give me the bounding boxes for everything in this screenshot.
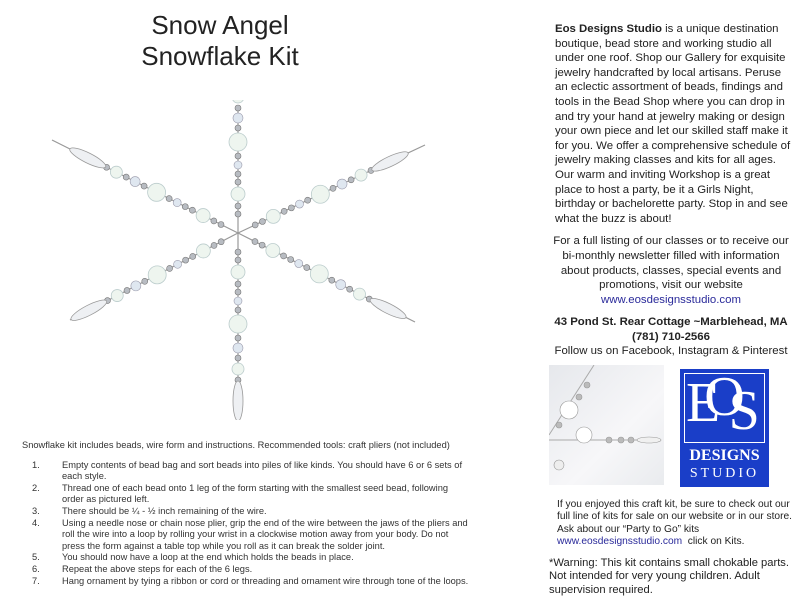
silver-bead <box>189 207 195 213</box>
silver-bead <box>305 197 311 203</box>
silver-bead <box>141 183 147 189</box>
bead <box>576 394 582 400</box>
about-paragraph <box>555 22 793 226</box>
spike-bead <box>368 295 408 322</box>
white-bead <box>266 244 280 258</box>
silver-bead <box>252 222 258 228</box>
white-bead <box>311 185 329 203</box>
silver-bead <box>235 257 241 263</box>
kits-link[interactable]: www.eosdesignsstudio.com <box>557 536 683 548</box>
white-bead <box>232 363 244 375</box>
spike-bead <box>68 144 108 171</box>
step-item <box>32 564 472 576</box>
website-link[interactable]: www.eosdesignsstudio.com <box>601 293 741 306</box>
step-item <box>32 506 472 518</box>
step-number: 3. <box>32 505 40 516</box>
enjoy-paragraph <box>557 499 795 549</box>
silver-bead <box>252 239 258 245</box>
silver-bead <box>183 257 189 263</box>
kit-caption: Snowflake kit includes beads, wire form and instructions. Recommended tools: craft pliers (not included) <box>22 440 450 450</box>
brand-name: Eos Designs Studio <box>555 23 662 35</box>
silver-bead <box>142 278 148 284</box>
enjoy-suffix: click on Kits. <box>682 536 745 548</box>
crystal-bead <box>233 113 243 123</box>
silver-bead <box>167 265 173 271</box>
silver-bead <box>235 211 241 217</box>
enjoy-text: If you enjoyed this craft kit, be sure to check out our full line of kits for sale on our website or in our store. Ask about our “Party to Go” kits <box>557 499 792 535</box>
white-bead <box>110 166 122 178</box>
white-bead <box>266 209 280 223</box>
silver-bead <box>259 242 265 248</box>
step-item <box>32 518 472 553</box>
silver-bead <box>288 205 294 211</box>
listing-text: For a full listing of our classes or to receive our bi-monthly newsletter filled with information about products, classes, special events and promotions, visit our website <box>553 235 789 292</box>
silver-bead <box>235 105 241 111</box>
step-item <box>32 483 472 506</box>
silver-bead <box>235 249 241 255</box>
step-number: 4. <box>32 517 40 528</box>
silver-bead <box>235 307 241 313</box>
step-text: Repeat the above steps for each of the 6 legs. <box>62 563 253 574</box>
silver-bead <box>235 281 241 287</box>
white-bead <box>196 244 210 258</box>
step-item <box>32 576 472 588</box>
crystal-bead <box>337 179 347 189</box>
silver-bead <box>123 174 129 180</box>
silver-bead <box>235 355 241 361</box>
silver-bead <box>211 218 217 224</box>
silver-bead <box>235 289 241 295</box>
white-bead <box>231 265 245 279</box>
bead <box>628 437 634 443</box>
silver-bead <box>281 208 287 214</box>
white-bead <box>196 209 210 223</box>
silver-bead <box>182 204 188 210</box>
spike-bead <box>637 437 661 443</box>
logo-designs: DESIGNS <box>689 447 760 465</box>
step-number: 6. <box>32 563 40 574</box>
silver-bead <box>190 253 196 259</box>
silver-bead <box>281 253 287 259</box>
step-number: 5. <box>32 552 40 563</box>
white-bead <box>354 288 366 300</box>
snowflake-closeup-photo <box>549 365 664 485</box>
white-bead <box>232 100 244 103</box>
crystal-bead <box>336 280 346 290</box>
crystal-bead <box>174 260 182 268</box>
address-line: 43 Pond St. Rear Cottage ~Marblehead, MA <box>554 316 788 329</box>
step-text: Using a needle nose or chain nose plier, grip the end of the wire between the jaws of the pliers and roll the wire into a loop by rolling your wrist in a clockwise motion away from your body. Do not press the form against a table top while you roll as it can break the solder joint. <box>62 517 468 551</box>
step-text: Empty contents of bead bag and sort beads into piles of like kinds. You should have 6 or 6 sets of each style. <box>62 459 463 482</box>
snowflake-photo <box>30 100 450 420</box>
title-line-1: Snow Angel <box>151 10 289 40</box>
silver-bead <box>329 277 335 283</box>
white-bead <box>148 183 166 201</box>
instructions-column <box>22 440 472 587</box>
about-text: is a unique destination boutique, bead store and working studio all under one roof. Shop our Gallery for exquisite jewelry handcrafted by local artisans. Peruse an eclectic assortment of beads, findings and tools in the Bead Shop where you can drop in and try your hand at jewelry making or design your own piece and let our skilled staff make it for you. We offer a comprehensive schedule of jewelry making classes and kits for all ages. Our warm and inviting Workshop is a great place to host a party, be it a Girls Night, birthday or bachelorette party. Stop in and see what the buzz is about! <box>555 23 791 225</box>
step-text: There should be ¼ - ½ inch remaining of the wire. <box>62 505 267 516</box>
bead <box>554 460 564 470</box>
bead <box>576 427 592 443</box>
white-bead <box>229 315 247 333</box>
warning-text: *Warning: This kit contains small chokable parts. Not intended for very young children. Adult supervision required. <box>549 556 790 596</box>
phone-number: (781) 710-2566 <box>632 330 710 343</box>
step-number: 2. <box>32 482 40 493</box>
silver-bead <box>347 286 353 292</box>
listing-paragraph <box>549 234 793 307</box>
step-item <box>32 460 472 483</box>
white-bead <box>310 265 328 283</box>
spike-bead <box>233 381 243 420</box>
silver-bead <box>218 222 224 228</box>
step-number: 7. <box>32 575 40 586</box>
crystal-bead <box>234 297 242 305</box>
bead <box>618 437 624 443</box>
crystal-bead <box>131 281 141 291</box>
silver-bead <box>259 219 265 225</box>
white-bead <box>229 133 247 151</box>
crystal-bead <box>234 161 242 169</box>
bead <box>584 382 590 388</box>
silver-bead <box>235 125 241 131</box>
silver-bead <box>211 242 217 248</box>
step-number: 1. <box>32 459 40 470</box>
white-bead <box>231 187 245 201</box>
step-text: Thread one of each bead onto 1 leg of the form starting with the smallest seed bead, following order as pictured left. <box>62 482 449 505</box>
silver-bead <box>235 179 241 185</box>
silver-bead <box>235 203 241 209</box>
silver-bead <box>124 287 130 293</box>
bead <box>606 437 612 443</box>
title-line-2: Snowflake Kit <box>141 41 299 71</box>
crystal-bead <box>296 200 304 208</box>
image-row <box>549 365 795 491</box>
silver-bead <box>218 239 224 245</box>
logo-studio: STUDIO <box>689 466 760 482</box>
step-text: You should now have a loop at the end which holds the beads in place. <box>62 552 354 563</box>
bead <box>560 401 578 419</box>
bead <box>556 422 562 428</box>
step-item <box>32 552 472 564</box>
page-title <box>120 10 320 72</box>
crystal-bead <box>173 199 181 207</box>
spike-bead <box>370 148 410 174</box>
instruction-steps <box>32 460 472 588</box>
silver-bead <box>304 265 310 271</box>
silver-bead <box>166 196 172 202</box>
silver-bead <box>330 185 336 191</box>
white-bead <box>355 169 367 181</box>
silver-bead <box>235 335 241 341</box>
address-block <box>549 315 793 359</box>
info-column <box>549 22 795 597</box>
eos-logo: EOS DESIGNS STUDIO <box>680 369 769 487</box>
white-bead <box>148 266 166 284</box>
white-bead <box>111 290 123 302</box>
silver-bead <box>288 257 294 263</box>
crystal-bead <box>295 260 303 268</box>
crystal-bead <box>233 343 243 353</box>
crystal-bead <box>130 177 140 187</box>
step-text: Hang ornament by tying a ribbon or cord or threading and ornament wire through tone of the loops. <box>62 575 469 586</box>
silver-bead <box>235 153 241 159</box>
spike-bead <box>69 297 109 324</box>
social-text: Follow us on Facebook, Instagram & Pinterest <box>554 345 788 358</box>
silver-bead <box>235 171 241 177</box>
silver-bead <box>348 177 354 183</box>
